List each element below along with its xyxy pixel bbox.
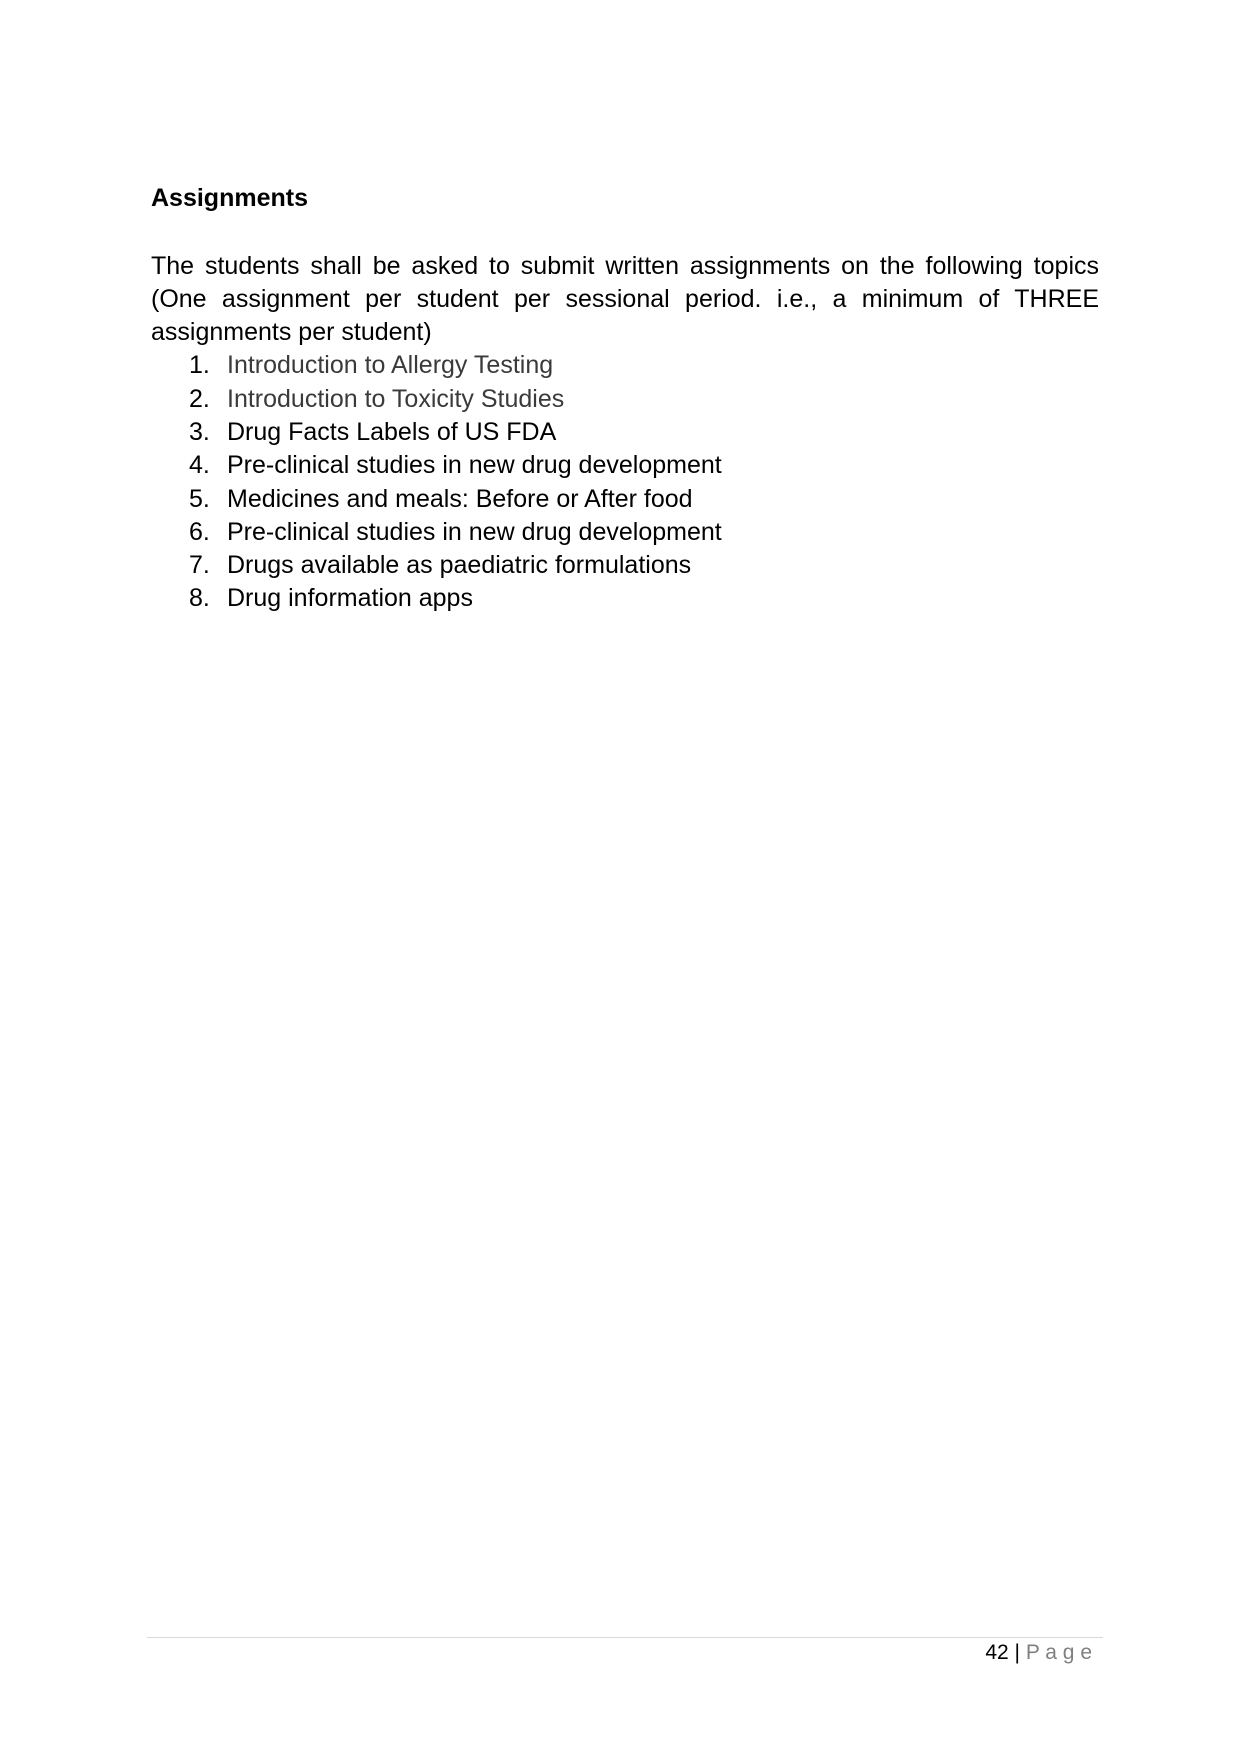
list-item-number: 7. bbox=[189, 551, 210, 580]
page-footer bbox=[985, 1640, 1092, 1666]
intro-paragraph: The students shall be asked to submit written assignments on the following topics (One assignment per student per sessional period. i.e., a minimum of THREE assignments per student) bbox=[151, 251, 1099, 347]
section-heading: Assignments bbox=[151, 184, 308, 212]
list-item bbox=[151, 549, 1099, 582]
list-item-number: 6. bbox=[189, 517, 210, 546]
list-item bbox=[151, 349, 1099, 382]
list-item-number: 8. bbox=[189, 584, 210, 613]
list-item-text: Pre-clinical studies in new drug development bbox=[227, 451, 722, 480]
list-item bbox=[151, 416, 1099, 449]
list-item bbox=[151, 516, 1099, 549]
list-item-number: 3. bbox=[189, 417, 210, 446]
list-item-text: Drugs available as paediatric formulations bbox=[227, 551, 692, 580]
list-item-text: Pre-clinical studies in new drug development bbox=[227, 517, 722, 546]
list-item-text: Introduction to Toxicity Studies bbox=[227, 384, 565, 413]
assignment-topic-list bbox=[151, 349, 1099, 615]
footer-separator: | bbox=[1014, 1641, 1020, 1664]
page-number: 42 bbox=[985, 1641, 1009, 1664]
list-item-text: Medicines and meals: Before or After food bbox=[227, 484, 693, 513]
list-item bbox=[151, 383, 1099, 416]
list-item-text: Introduction to Allergy Testing bbox=[227, 351, 554, 380]
list-item-text: Drug information apps bbox=[227, 584, 473, 613]
list-item bbox=[151, 483, 1099, 516]
list-item-number: 4. bbox=[189, 451, 210, 480]
list-item bbox=[151, 449, 1099, 482]
list-item-number: 5. bbox=[189, 484, 210, 513]
list-item-text: Drug Facts Labels of US FDA bbox=[227, 417, 557, 446]
body-text bbox=[151, 250, 1099, 616]
page-label: P a g e bbox=[1025, 1641, 1092, 1664]
footer-rule bbox=[147, 1637, 1103, 1638]
list-item-number: 2. bbox=[189, 384, 210, 413]
list-item bbox=[151, 582, 1099, 615]
list-item-number: 1. bbox=[189, 351, 210, 380]
